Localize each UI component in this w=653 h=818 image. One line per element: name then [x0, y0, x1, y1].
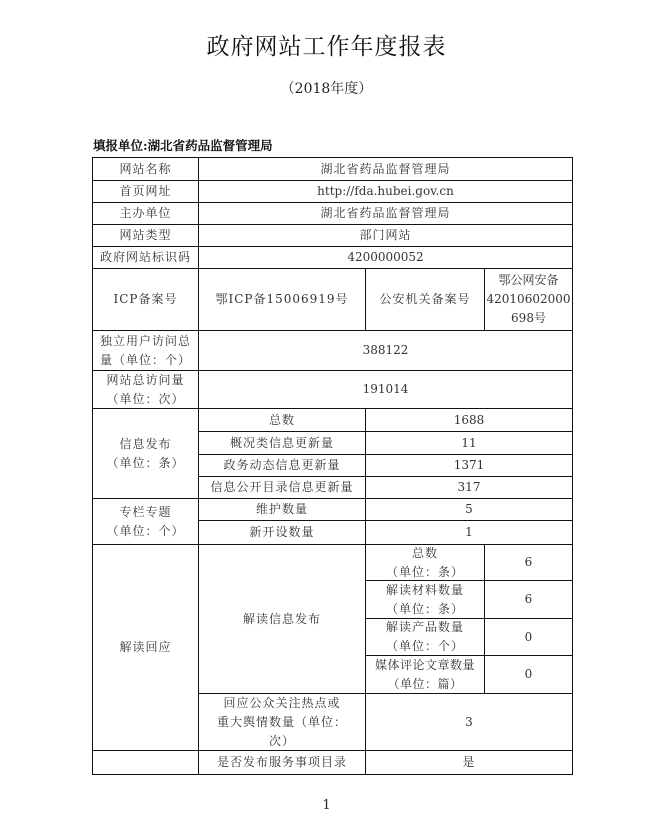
interp-total-label-line1: 总数 [411, 545, 438, 560]
unique-visitors-label-line1: 独立用户访问总 [99, 333, 191, 348]
info-overview-label: 概况类信息更新量 [198, 431, 366, 455]
columns-label [92, 498, 199, 545]
interp-media-label-line1: 媒体评论文章数量 [374, 657, 475, 672]
columns-maintained-label: 维护数量 [198, 498, 366, 521]
site-name-value: 湖北省药品监督管理局 [198, 157, 573, 181]
info-disclosure-value: 317 [365, 476, 573, 499]
report-title: 政府网站工作年度报表 [206, 34, 447, 60]
icp-value: 鄂ICP备15006919号 [198, 268, 366, 331]
interp-total-value: 6 [484, 544, 573, 581]
interp-materials-label [365, 580, 485, 619]
icp-label: ICP备案号 [92, 268, 199, 331]
response-label-line3: 次） [268, 733, 295, 748]
homepage-value: http://fda.hubei.gov.cn [198, 180, 573, 203]
info-publish-label-line1: 信息发布 [119, 436, 172, 451]
interp-media-label-line2: （单位：篇） [387, 676, 463, 691]
report-year: （2018年度） [280, 81, 373, 97]
interp-products-label-line1: 解读产品数量 [385, 620, 464, 634]
columns-new-label: 新开设数量 [198, 520, 366, 545]
response-value: 3 [365, 693, 573, 751]
police-record-value [484, 268, 573, 331]
police-record-line2: 42010602000 [486, 292, 571, 306]
reporting-unit: 填报单位:湖北省药品监督管理局 [93, 138, 273, 153]
interp-materials-label-line2: （单位：条） [385, 601, 464, 616]
service-catalog-label: 是否发布服务事项目录 [198, 750, 366, 775]
info-total-value: 1688 [365, 408, 573, 432]
response-label [198, 693, 366, 751]
total-visits-label-line1: 网站总访问量 [106, 372, 185, 387]
total-visits-label-line2: （单位：次） [106, 391, 185, 406]
info-publish-label-line2: （单位：条） [106, 455, 185, 470]
site-type-label: 网站类型 [92, 224, 199, 247]
columns-maintained-value: 5 [365, 498, 573, 521]
total-visits-label [92, 370, 199, 409]
columns-label-line2: （单位：个） [106, 523, 185, 538]
interp-total-label [365, 544, 485, 581]
interp-total-label-line2: （单位：条） [385, 564, 464, 579]
page-number: 1 [322, 798, 331, 813]
info-total-label: 总数 [198, 408, 366, 432]
interpretation-publish-label: 解读信息发布 [198, 544, 366, 694]
site-id-value: 4200000052 [198, 246, 573, 269]
interp-media-label [365, 655, 485, 694]
unique-visitors-value: 388122 [198, 330, 573, 371]
interp-materials-label-line1: 解读材料数量 [385, 582, 464, 597]
interp-products-label [365, 618, 485, 656]
interp-products-value: 0 [484, 618, 573, 656]
sponsor-label: 主办单位 [92, 202, 199, 225]
interp-media-value: 0 [484, 655, 573, 694]
columns-new-value: 1 [365, 520, 573, 545]
police-record-label: 公安机关备案号 [365, 268, 485, 331]
site-name-label: 网站名称 [92, 157, 199, 181]
total-visits-value: 191014 [198, 370, 573, 409]
info-publish-label [92, 408, 199, 499]
info-news-label: 政务动态信息更新量 [198, 454, 366, 477]
police-record-line1: 鄂公网安备 [498, 273, 559, 287]
columns-label-line1: 专栏专题 [119, 504, 172, 519]
service-catalog-empty [92, 750, 199, 775]
info-overview-value: 11 [365, 431, 573, 455]
site-type-value: 部门网站 [198, 224, 573, 247]
interpretation-label: 解读回应 [92, 544, 199, 751]
unique-visitors-label [92, 330, 199, 371]
police-record-line3: 698号 [511, 311, 546, 325]
response-label-line2: 重大舆情数量（单位： [216, 714, 347, 729]
interp-materials-value: 6 [484, 580, 573, 619]
homepage-label: 首页网址 [92, 180, 199, 203]
interp-products-label-line2: （单位：个） [385, 639, 464, 653]
info-disclosure-label: 信息公开目录信息更新量 [198, 476, 366, 499]
response-label-line1: 回应公众关注热点或 [223, 695, 341, 710]
site-id-label: 政府网站标识码 [92, 246, 199, 269]
unique-visitors-label-line2: 量（单位：个） [99, 352, 191, 367]
sponsor-value: 湖北省药品监督管理局 [198, 202, 573, 225]
service-catalog-value: 是 [365, 750, 573, 775]
info-news-value: 1371 [365, 454, 573, 477]
